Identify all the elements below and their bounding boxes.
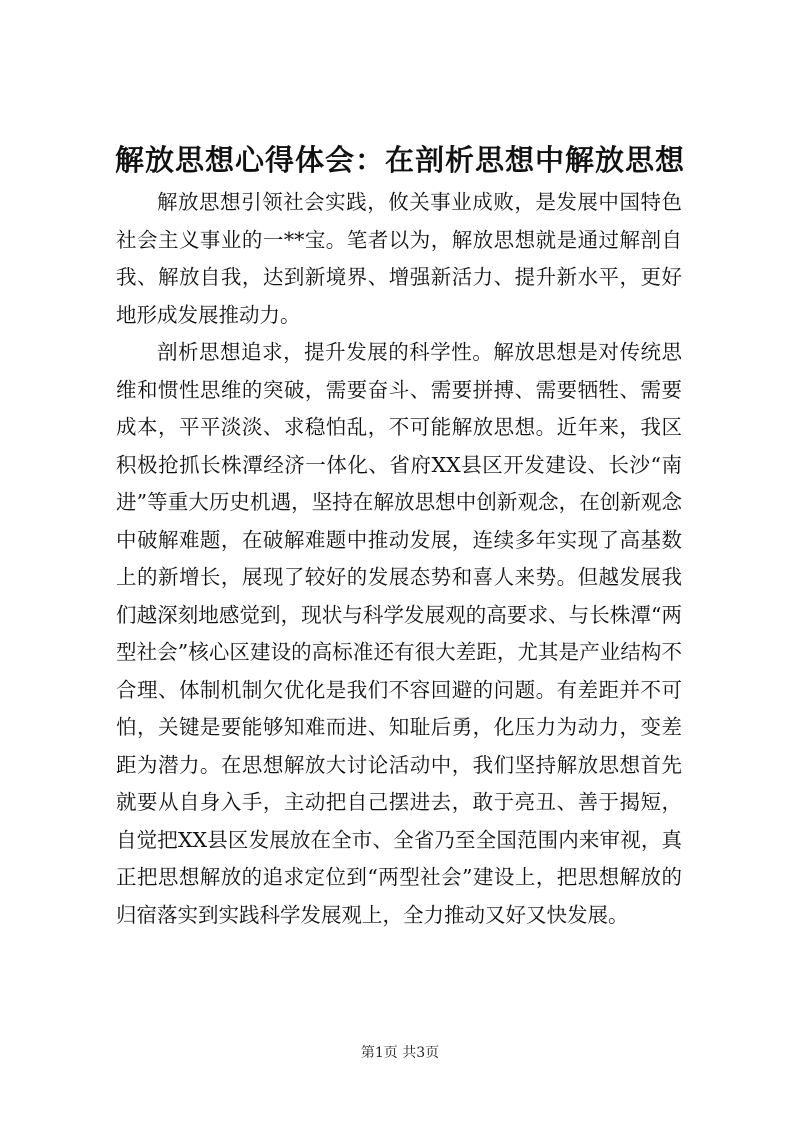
paragraph-main: 剖析思想追求，提升发展的科学性。解放思想是对传统思维和惯性思维的突破，需要奋斗、需要拼搏、需要牺牲、需要成本，平平淡淡、求稳怕乱，不可能解放思想。近年来，我区积极抢抓长株潭经济一体化、省府XX县区开发建设、长沙“南进”等重大历史机遇，坚持在解放思想中创新观念，在创新观念中破解难题，在破解难题中推动发展，连续多年实现了高基数上的新增长，展现了较好的发展态势和喜人来势。但越发展我们越深刻地感觉到，现状与科学发展观的高要求、与长株潭“两型社会”核心区建设的高标准还有很大差距，尤其是产业结构不合理、体制机制欠优化是我们不容回避的问题。有差距并不可怕，关键是要能够知难而进、知耻后勇，化压力为动力，变差距为潜力。在思想解放大讨论活动中，我们坚持解放思想首先就要从自身入手，主动把自己摆进去，敢于亮丑、善于揭短，自觉把XX县区发展放在全市、全省乃至全国范围内来审视，真正把思想解放的追求定位到“两型社会”建设上，把思想解放的归宿落实到实践科学发展观上，全力推动又好又快发展。 (116, 340, 682, 927)
paragraph-intro: 解放思想引领社会实践，攸关事业成败，是发展中国特色社会主义事业的一**宝。笔者以为，解放思想就是通过解剖自我、解放自我，达到新境界、增强新活力、提升新水平，更好地形成发展推动力。 (116, 190, 682, 327)
page-footer: 第1页 共3页 (360, 1045, 440, 1061)
document-body (116, 184, 682, 934)
document-title: 解放思想心得体会：在剖析思想中解放思想 (114, 143, 685, 177)
